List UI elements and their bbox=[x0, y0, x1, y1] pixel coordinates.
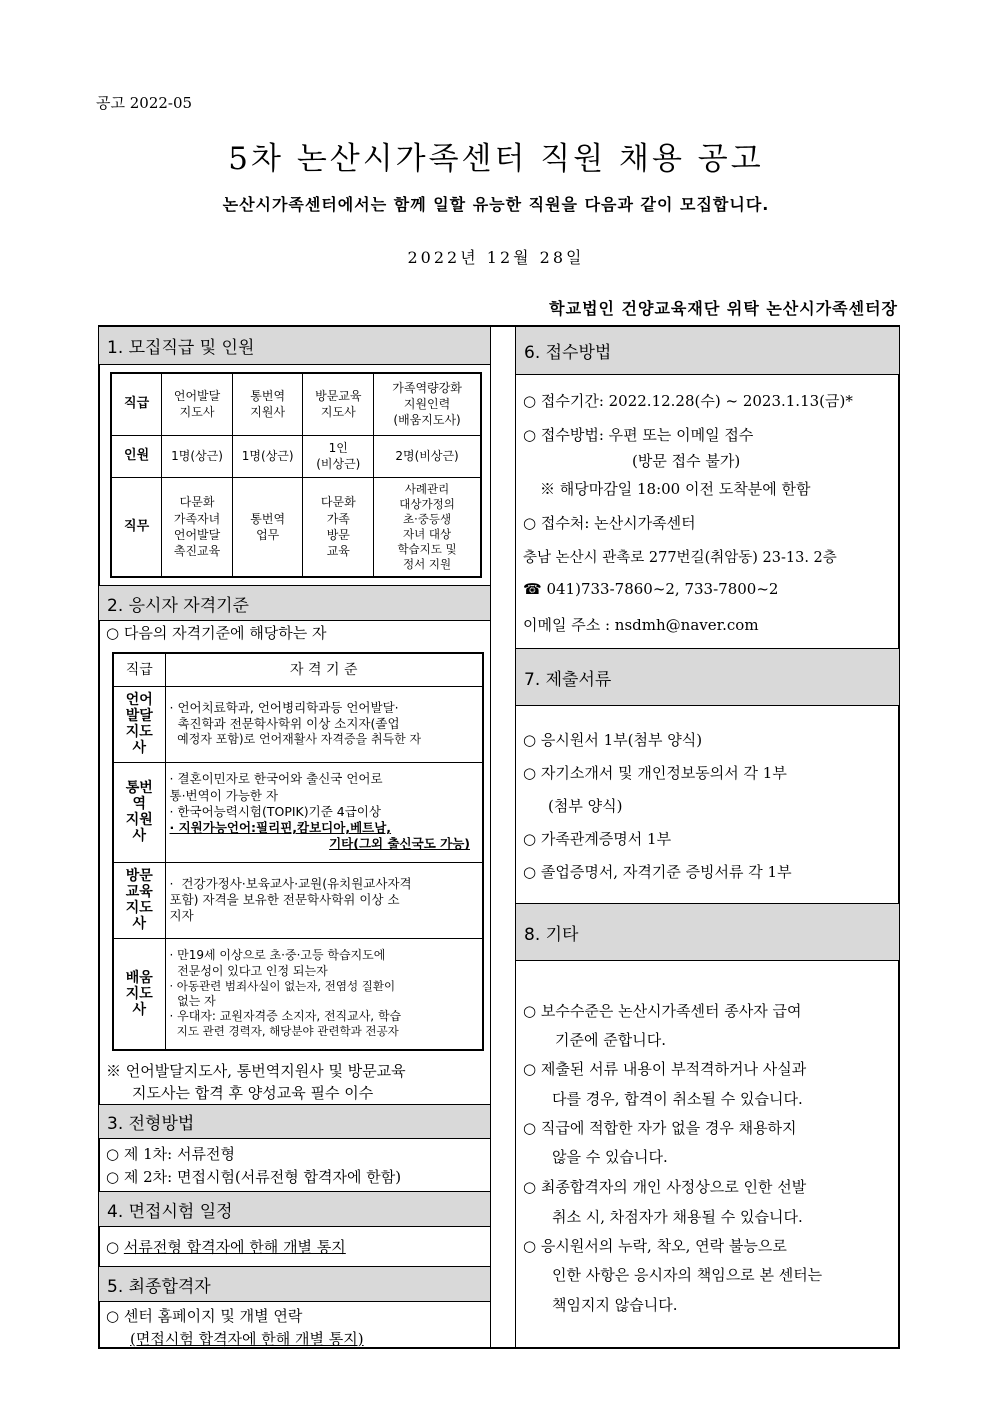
duty-cell: 통번역 업무 bbox=[232, 477, 303, 577]
apply-method-note: (방문 접수 불가) bbox=[632, 452, 741, 470]
section-2-title: 2. 응시자 자격기준 bbox=[107, 595, 249, 616]
qual-line: 지자 bbox=[169, 908, 194, 924]
document-item: (첨부 양식) bbox=[548, 797, 623, 815]
qual-criteria bbox=[165, 762, 483, 862]
count-cell: 1명(상근) bbox=[162, 435, 233, 477]
qual-line: 전문성이 있다고 인정 되는자 bbox=[169, 963, 328, 978]
qualification-note: ※ 언어발달지도사, 통번역지원사 및 방문교육 bbox=[106, 1062, 406, 1080]
column-divider bbox=[515, 325, 516, 1349]
page-title: 5차 논산시가족센터 직원 채용 공고 bbox=[228, 141, 764, 177]
final-notice-detail: (면접시험 합격자에 한해 개별 통지) bbox=[130, 1330, 364, 1348]
qual-line: 포함) 자격을 보유한 전문학사학위 이상 소 bbox=[169, 891, 400, 907]
qual-line: · 한국어능력시험(TOPIK)기준 4급이상 bbox=[169, 803, 381, 819]
qual-line: 촉진학과 전문학사학위 이상 소지자(졸업 bbox=[169, 716, 400, 732]
qual-criteria bbox=[165, 686, 483, 762]
page-subtitle: 논산시가족센터에서는 함께 일할 유능한 직원을 다음과 같이 모집합니다. bbox=[222, 195, 770, 214]
document-item: ○ 자기소개서 및 개인정보동의서 각 1부 bbox=[523, 764, 787, 782]
qual-line: 기타(그외 출신국도 가능) bbox=[329, 836, 470, 852]
row-label-count: 인원 bbox=[111, 435, 162, 477]
misc-item: 인한 사항은 응시자의 책임으로 본 센터는 bbox=[552, 1266, 823, 1284]
section-8-title: 8. 기타 bbox=[524, 924, 579, 945]
phone-number: 041)733-7860~2, 733-7800~2 bbox=[546, 580, 779, 598]
section-6-title: 6. 접수방법 bbox=[524, 343, 612, 363]
section-1-header bbox=[99, 327, 490, 365]
notice-number: 공고 2022-05 bbox=[96, 94, 193, 112]
qual-grade: 배움 지도 사 bbox=[113, 938, 165, 1050]
duty-cell: 다문화 가족자녀 언어발달 촉진교육 bbox=[162, 477, 233, 577]
misc-item: ○ 제출된 서류 내용이 부적격하거나 사실과 bbox=[523, 1060, 807, 1078]
misc-item: ○ 보수수준은 논산시가족센터 종사자 급여 bbox=[523, 1002, 802, 1020]
misc-item: ○ 응시원서의 누락, 착오, 연락 불능으로 bbox=[523, 1237, 787, 1255]
apply-email: 이메일 주소 : nsdmh@naver.com bbox=[523, 616, 759, 634]
section-6-header bbox=[516, 327, 899, 375]
misc-item: 책임지지 않습니다. bbox=[552, 1296, 678, 1314]
apply-address: 충남 논산시 관촉로 277번길(취암동) 23-13. 2층 bbox=[523, 550, 837, 566]
qual-line: · 지원가능언어:필리핀,캄보디아,베트남, bbox=[169, 820, 392, 836]
section-1-title: 1. 모집직급 및 인원 bbox=[107, 338, 255, 358]
qual-line: · 건강가정사·보육교사·교원(유치원교사자격 bbox=[169, 875, 412, 891]
phone-icon: ☎ bbox=[523, 580, 542, 598]
bullet: ○ bbox=[106, 1238, 124, 1256]
duty-cell: 사례관리 대상가정의 초·중등생 자녀 대상 학습지도 및 정서 지원 bbox=[374, 477, 481, 577]
grade-cell: 방문교육 지도사 bbox=[303, 373, 374, 435]
document-item: ○ 응시원서 1부(첨부 양식) bbox=[523, 731, 703, 749]
qual-grade: 통번 역 지원 사 bbox=[113, 762, 165, 862]
qualification-table bbox=[112, 652, 484, 1051]
misc-item: 다를 경우, 합격이 취소될 수 있습니다. bbox=[552, 1090, 803, 1108]
section-4-header bbox=[99, 1191, 490, 1227]
apply-place: ○ 접수처: 논산시가족센터 bbox=[523, 514, 696, 532]
qual-line: · 아동관련 범죄사실이 없는자, 전염성 질환이 bbox=[169, 979, 396, 994]
document-item: ○ 졸업증명서, 자격기준 증빙서류 각 1부 bbox=[523, 863, 792, 881]
qualification-note: 지도사는 합격 후 양성교육 필수 이수 bbox=[132, 1084, 374, 1102]
issuer: 학교법인 건양교육재단 위탁 논산시가족센터장 bbox=[549, 299, 898, 318]
section-3-title: 3. 전형방법 bbox=[107, 1114, 195, 1134]
qual-grade: 언어 발달 지도 사 bbox=[113, 686, 165, 762]
count-cell: 1인 (비상근) bbox=[303, 435, 374, 477]
qual-line: 예정자 포함)로 언어재활사 자격증을 취득한 자 bbox=[169, 732, 422, 747]
duty-cell: 다문화 가족 방문 교육 bbox=[303, 477, 374, 577]
apply-phone bbox=[523, 580, 778, 598]
grade-cell: 가족역량강화 지원인력 (배움지도사) bbox=[374, 373, 481, 435]
qual-line: · 결혼이민자로 한국어와 출신국 언어로 bbox=[169, 771, 383, 787]
apply-deadline: ※ 해당마감일 18:00 이전 도착분에 한함 bbox=[540, 480, 811, 498]
grade-cell: 통번역 지원사 bbox=[232, 373, 303, 435]
apply-method: ○ 접수방법: 우편 또는 이메일 접수 bbox=[523, 426, 754, 444]
qual-line: 지도 관련 경력자, 해당분야 관련학과 전공자 bbox=[169, 1024, 399, 1039]
qual-line: 통·번역이 가능한 자 bbox=[169, 787, 279, 803]
qual-criteria bbox=[165, 938, 483, 1050]
count-cell: 1명(상근) bbox=[232, 435, 303, 477]
misc-item: 않을 수 있습니다. bbox=[552, 1148, 668, 1166]
row-label-grade: 직급 bbox=[111, 373, 162, 435]
misc-item: 취소 시, 차점자가 채용될 수 있습니다. bbox=[552, 1208, 803, 1226]
qualification-intro: ○ 다음의 자격기준에 해당하는 자 bbox=[106, 624, 327, 642]
section-3-header bbox=[99, 1104, 490, 1139]
row-label-duty: 직무 bbox=[111, 477, 162, 577]
interview-schedule bbox=[106, 1236, 346, 1257]
final-notice: ○ 센터 홈페이지 및 개별 연락 bbox=[106, 1307, 303, 1325]
column-divider bbox=[490, 325, 491, 1349]
misc-item: ○ 최종합격자의 개인 사정상으로 인한 선발 bbox=[523, 1178, 807, 1196]
section-5-header bbox=[99, 1266, 490, 1302]
misc-item: ○ 직급에 적합한 자가 없을 경우 채용하지 bbox=[523, 1119, 797, 1137]
misc-item: 기준에 준합니다. bbox=[555, 1031, 666, 1049]
selection-step-2: ○ 제 2차: 면접시험(서류전형 합격자에 한함) bbox=[106, 1168, 402, 1186]
apply-period: ○ 접수기간: 2022.12.28(수) ~ 2023.1.13(금)* bbox=[523, 392, 853, 410]
notice-date: 2022년 12월 28일 bbox=[407, 248, 585, 267]
recruit-table bbox=[110, 372, 482, 578]
section-8-header bbox=[516, 903, 899, 961]
section-4-title: 4. 면접시험 일정 bbox=[107, 1201, 233, 1222]
qual-line: · 우대자: 교원자격증 소지자, 전직교사, 학습 bbox=[169, 1009, 402, 1024]
qual-line: · 만19세 이상으로 초·중·고등 학습지도에 bbox=[169, 948, 386, 963]
section-5-title: 5. 최종합격자 bbox=[107, 1276, 211, 1297]
count-cell: 2명(비상근) bbox=[374, 435, 481, 477]
document-item: ○ 가족관계증명서 1부 bbox=[523, 830, 672, 848]
qual-col-grade: 직급 bbox=[113, 653, 165, 686]
qual-grade: 방문 교육 지도 사 bbox=[113, 862, 165, 938]
selection-step-1: ○ 제 1차: 서류전형 bbox=[106, 1145, 235, 1163]
interview-schedule-text: 서류전형 합격자에 한해 개별 통지 bbox=[123, 1238, 346, 1256]
qual-criteria bbox=[165, 862, 483, 938]
qual-line: · 언어치료학과, 언어병리학과등 언어발달· bbox=[169, 699, 399, 715]
section-2-header bbox=[99, 585, 490, 621]
section-7-title: 7. 제출서류 bbox=[524, 669, 612, 690]
section-7-header bbox=[516, 648, 899, 706]
qual-col-criteria: 자 격 기 준 bbox=[165, 653, 483, 686]
grade-cell: 언어발달 지도사 bbox=[162, 373, 233, 435]
qual-line: 없는 자 bbox=[169, 993, 216, 1008]
